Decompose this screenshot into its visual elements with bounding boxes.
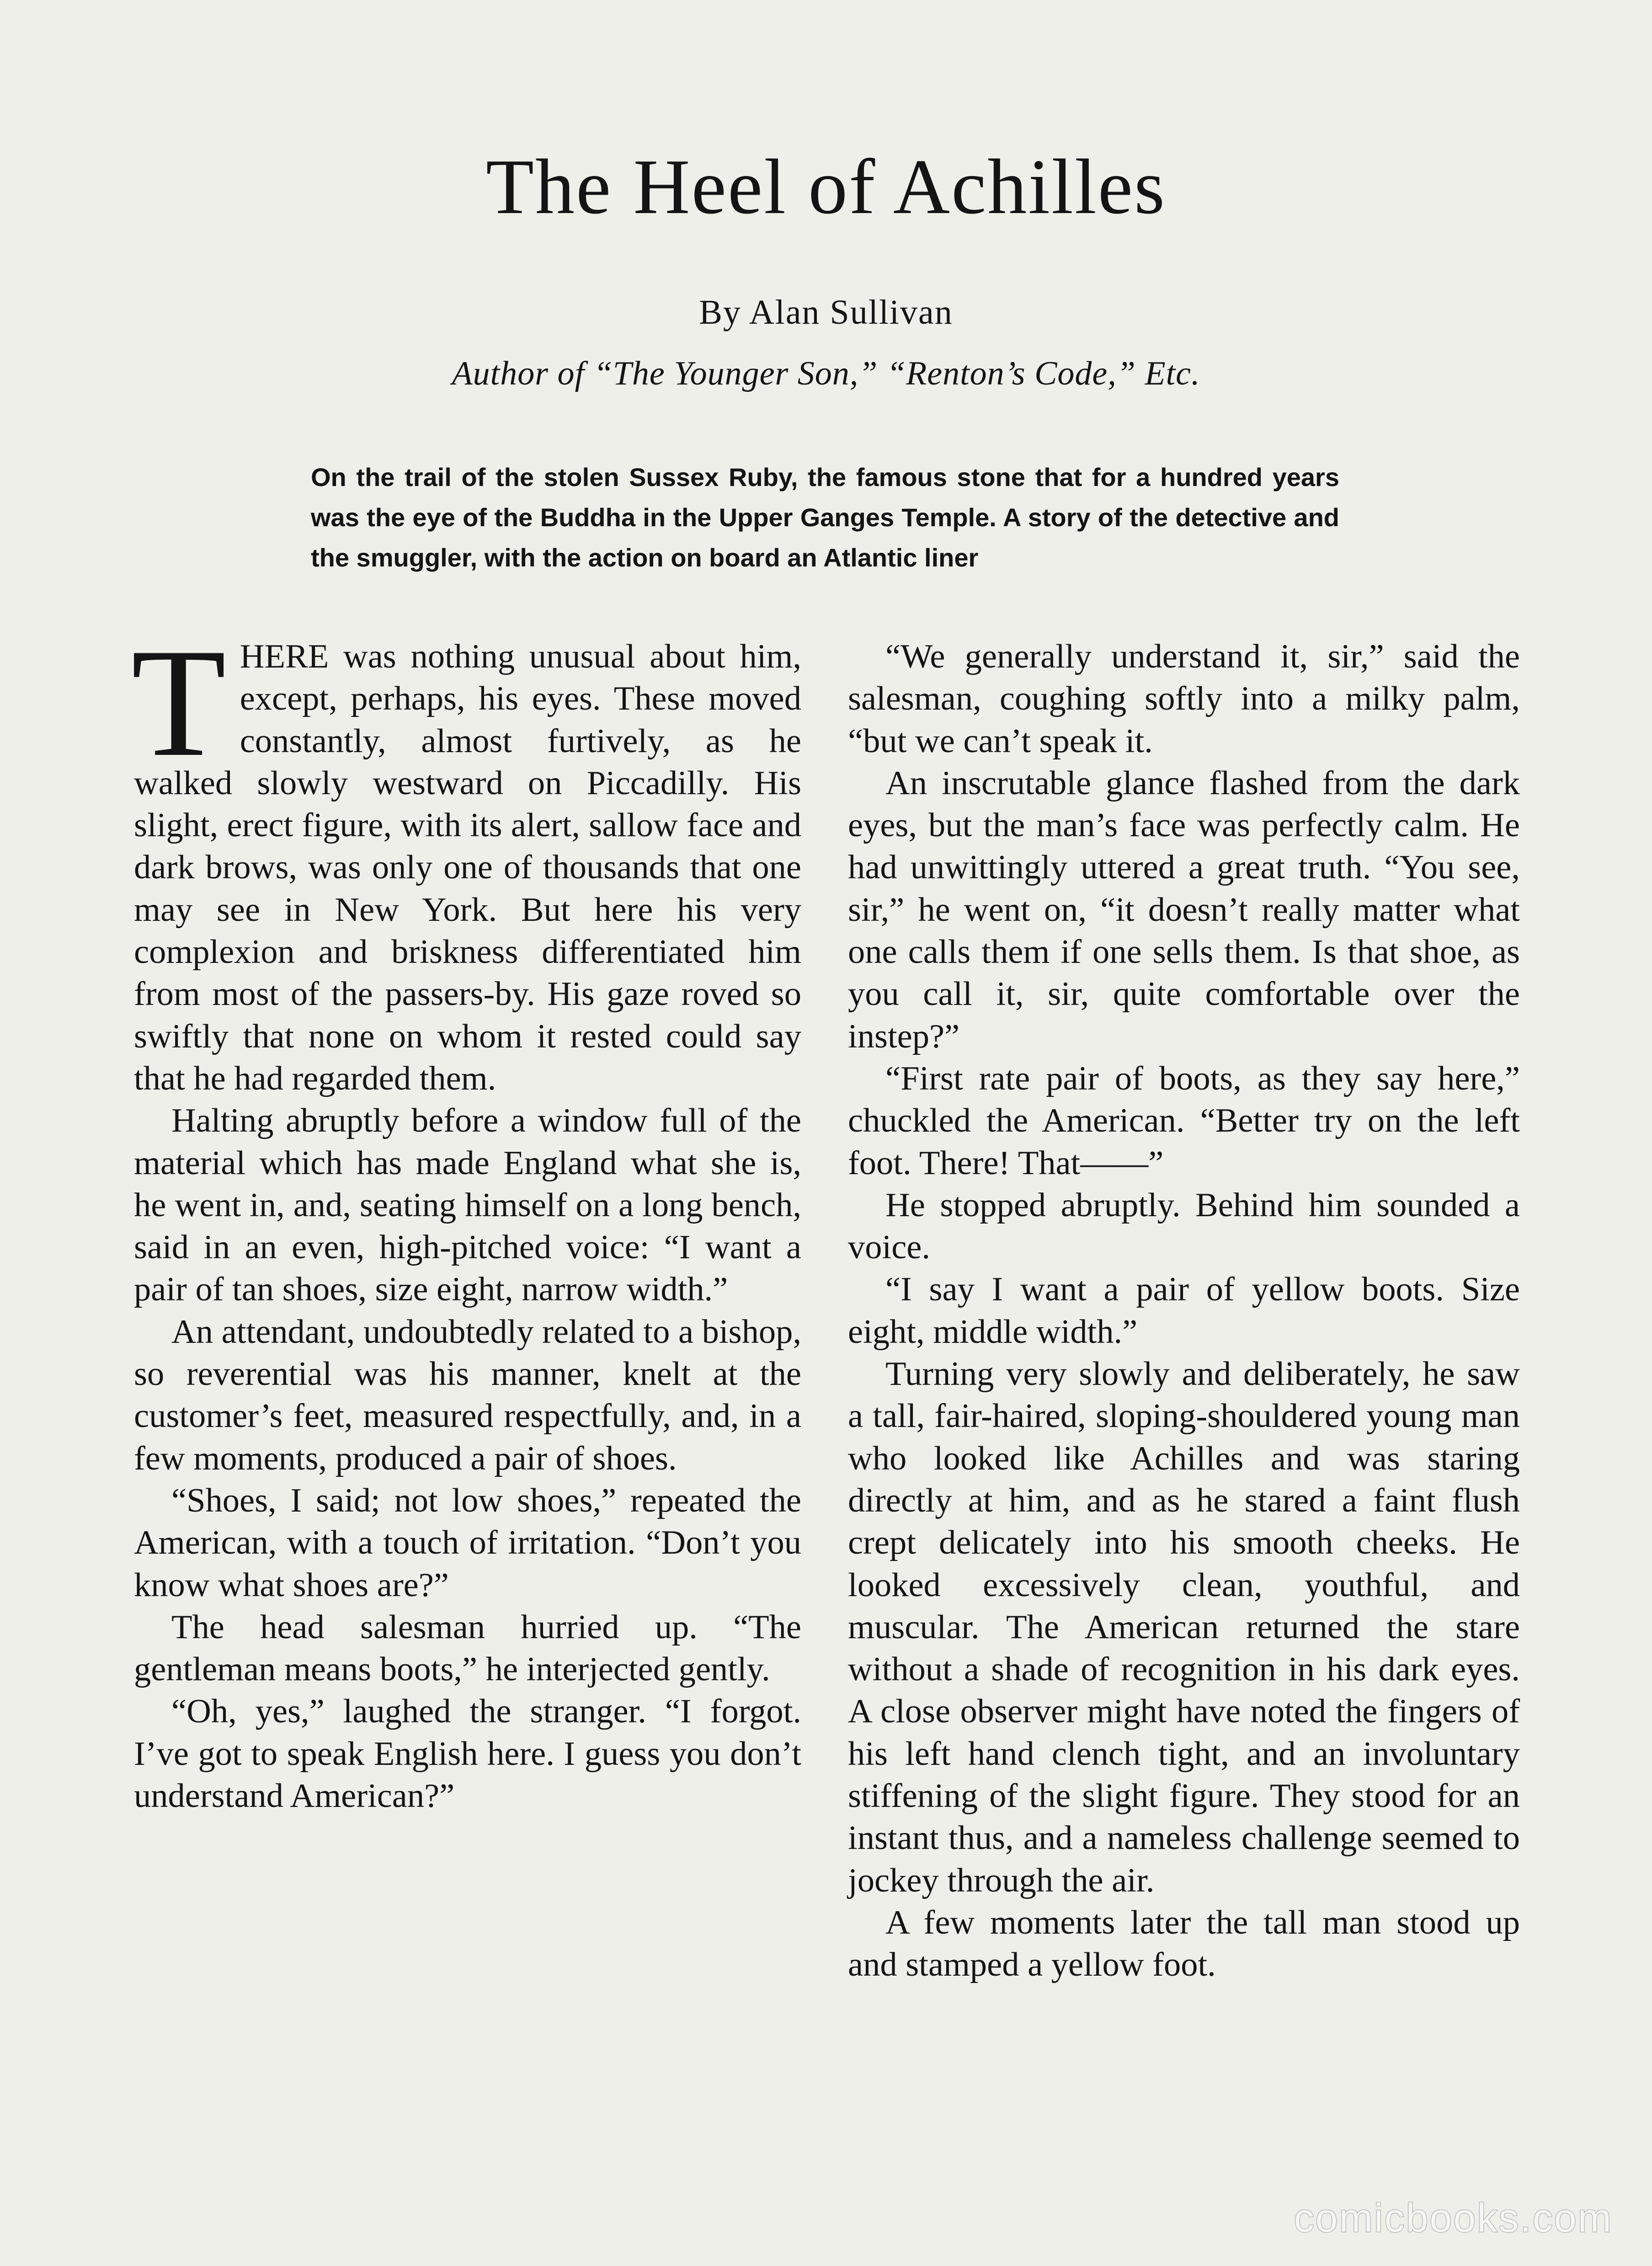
author-credits: Author of “The Younger Son,” “Renton’s Code,” Etc.	[452, 355, 1200, 392]
text-column-left	[131, 616, 801, 1817]
paragraph: “Shoes, I said; not low shoes,” repeated the American, with a touch of irritation. “Don’t you know what shoes are?”	[134, 1481, 801, 1604]
paragraph: “We generally understand it, sir,” said the salesman, coughing softly into a milky palm, “but we can’t speak it.	[848, 638, 1520, 760]
article-byline: By Alan Sullivan	[699, 293, 953, 331]
paragraph: HERE was nothing unusual about him, except, perhaps, his eyes. These moved constantly, almost furtively, as he walked slowly westward on Piccadilly. His slight, erect figure, with its alert, sallow face and dark brows, was only one of thousands that one may see in New York. But here his very complexion and briskness differentiated him from most of the passers-by. His gaze roved so swiftly that none on whom it rested could say that he had regarded them.	[134, 638, 801, 1097]
text-column-right	[848, 636, 1520, 1986]
paragraph: Turning very slowly and deliberately, he saw a tall, fair-haired, sloping-shouldered young man who looked like Achilles and was staring directly at him, and as he stared a faint flush crept delicately into his smooth cheeks. He looked excessively clean, youthful, and muscular. The American returned the stare without a shade of recognition in his dark eyes. A close observer might have noted the fingers of his left hand clench tight, and an involuntary stiffening of the slight figure. They stood for an instant thus, and a nameless challenge seemed to jockey through the air.	[848, 1355, 1520, 1899]
paragraph: A few moments later the tall man stood up and stamped a yellow foot.	[848, 1903, 1520, 1984]
watermark: comicbooks.com	[1294, 2195, 1613, 2240]
paragraph: An attendant, undoubtedly related to a bishop, so reverential was his manner, knelt at the customer’s feet, measured respectfully, and, in a few moments, produced a pair of shoes.	[134, 1313, 801, 1477]
paragraph: Halting abruptly before a window full of the material which has made England what she is, he went in, and, seating himself on a long bench, said in an even, high-pitched voice: “I want a pair of tan shoes, size eight, narrow width.”	[134, 1102, 801, 1309]
paragraph: He stopped abruptly. Behind him sounded a voice.	[848, 1186, 1520, 1267]
paragraph: “First rate pair of boots, as they say here,” chuckled the American. “Better try on the left foot. There! That——”	[848, 1059, 1520, 1182]
article-title: The Heel of Achilles	[485, 144, 1167, 230]
paragraph: “Oh, yes,” laughed the stranger. “I forgot. I’ve got to speak English here. I guess you don’t understand American?”	[134, 1693, 801, 1815]
paragraph: “I say I want a pair of yellow boots. Size eight, middle width.”	[848, 1271, 1520, 1351]
drop-cap: T	[131, 616, 226, 789]
article-summary: On the trail of the stolen Sussex Ruby, the famous stone that for a hundred years was the eye of the Buddha in the Upper Ganges Temple. A story of the detective and the smuggler, with the action on board an Atlantic liner	[311, 463, 1339, 572]
paragraph: An inscrutable glance flashed from the dark eyes, but the man’s face was perfectly calm. He had unwittingly uttered a great truth. “You see, sir,” he went on, “it doesn’t really matter what one calls them if one sells them. Is that shoe, as you call it, sir, quite comfortable over the instep?”	[848, 764, 1520, 1055]
paragraph: The head salesman hurried up. “The gentleman means boots,” he interjected gently.	[134, 1608, 801, 1689]
